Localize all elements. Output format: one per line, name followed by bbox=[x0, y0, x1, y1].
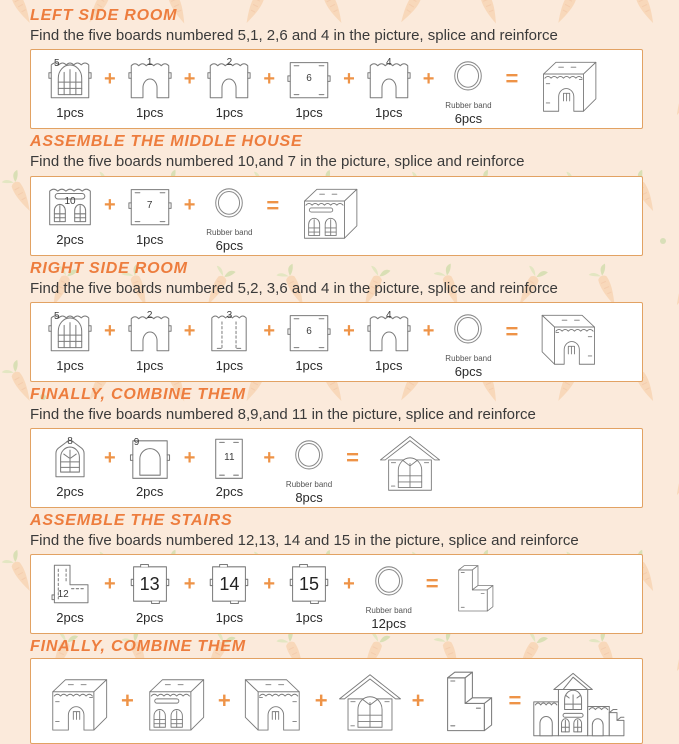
section-instruction: Find the five boards numbered 12,13, 14 and 15 in the picture, splice and reinforce bbox=[30, 532, 579, 549]
part-item bbox=[119, 54, 181, 120]
board-arch-icon bbox=[123, 307, 177, 357]
section-heading: ASSEMBLE THE MIDDLE HOUSE bbox=[30, 133, 303, 151]
part-item bbox=[330, 665, 410, 737]
rubber-band-icon bbox=[441, 307, 495, 357]
plus-icon: + bbox=[121, 688, 134, 714]
section-instruction: Find the five boards numbered 8,9,and 11 in the picture, splice and reinforce bbox=[30, 405, 536, 423]
pcs-count: 12pcs bbox=[371, 616, 407, 632]
part-item bbox=[119, 433, 181, 499]
pcs-count: 1pcs bbox=[375, 105, 403, 121]
section-instruction: Find the five boards numbered 10,and 7 in the picture, splice and reinforce bbox=[30, 153, 525, 171]
plus-icon: + bbox=[183, 320, 196, 343]
board-number: 7 bbox=[146, 199, 153, 211]
board-windows-pair-icon bbox=[43, 181, 97, 231]
section-heading: FINALLY, COMBINE THEM bbox=[30, 385, 246, 403]
pcs-count: 1pcs bbox=[215, 357, 244, 373]
plus-icon: + bbox=[411, 688, 425, 714]
board-window-icon bbox=[43, 307, 97, 357]
part-item bbox=[358, 307, 420, 373]
board-window-icon bbox=[43, 54, 97, 104]
pcs-count: 2pcs bbox=[56, 231, 84, 247]
result-house-middle bbox=[285, 181, 375, 239]
board-number: 5 bbox=[54, 58, 60, 70]
part-item bbox=[437, 54, 499, 126]
board-arch-icon bbox=[202, 54, 256, 104]
result-house-left bbox=[524, 54, 614, 112]
pcs-count: 2pcs bbox=[56, 610, 84, 626]
board-num-icon bbox=[123, 559, 177, 609]
house-right-icon bbox=[234, 665, 312, 737]
part-item bbox=[39, 559, 101, 625]
board-num-icon bbox=[282, 559, 336, 609]
plus-icon: + bbox=[104, 67, 116, 90]
rubber-band-label: Rubber band bbox=[206, 227, 253, 237]
board-arch-icon bbox=[362, 54, 416, 104]
board-number: 11 bbox=[224, 452, 235, 463]
board-dashed-icon bbox=[202, 307, 256, 357]
section-instruction: Find the five boards numbered 5,1, 2,6 and 4 in the picture, splice and reinforce bbox=[30, 27, 558, 44]
equals-icon: = bbox=[425, 571, 439, 597]
plus-icon: + bbox=[422, 320, 435, 343]
part-item bbox=[39, 665, 119, 737]
section-middle-house bbox=[30, 133, 679, 255]
pcs-count: 6pcs bbox=[454, 111, 483, 127]
board-door-icon bbox=[123, 433, 177, 483]
assembly-row bbox=[30, 554, 643, 634]
part-item bbox=[278, 54, 340, 120]
assembly-row bbox=[30, 176, 643, 256]
assembly-row bbox=[30, 302, 643, 382]
section-final-combine bbox=[30, 638, 679, 744]
board-number: 4 bbox=[385, 57, 392, 69]
part-item bbox=[358, 54, 420, 120]
plus-icon: + bbox=[263, 67, 276, 90]
plus-icon: + bbox=[183, 194, 196, 216]
board-number: 6 bbox=[306, 73, 312, 85]
board-number: 14 bbox=[219, 574, 240, 595]
result-castle bbox=[523, 665, 627, 741]
plus-icon: + bbox=[343, 67, 355, 90]
plus-icon: + bbox=[183, 67, 196, 90]
part-item bbox=[198, 433, 260, 499]
house-middle-icon bbox=[137, 665, 215, 737]
board-number: 4 bbox=[385, 309, 392, 321]
rubber-band-icon bbox=[202, 181, 256, 231]
part-item bbox=[278, 433, 340, 505]
section-heading: FINALLY, COMBINE THEM bbox=[30, 638, 246, 656]
section-heading: RIGHT SIDE ROOM bbox=[30, 259, 188, 277]
pcs-count: 6pcs bbox=[215, 237, 244, 253]
plus-icon: + bbox=[263, 320, 276, 343]
assembly-row bbox=[30, 428, 643, 508]
pcs-count: 1pcs bbox=[295, 357, 323, 373]
rubber-band-label: Rubber band bbox=[365, 606, 412, 616]
plus-icon: + bbox=[104, 320, 116, 343]
section-stairs bbox=[30, 512, 679, 634]
part-item bbox=[278, 559, 340, 625]
result-stairs-3d bbox=[445, 559, 501, 617]
pcs-count: 2pcs bbox=[56, 484, 84, 499]
section-left-side-room bbox=[30, 7, 679, 129]
part-item bbox=[198, 54, 260, 120]
part-item bbox=[39, 181, 101, 247]
part-item bbox=[198, 181, 260, 253]
assembly-row bbox=[30, 658, 643, 744]
rubber-band-label: Rubber band bbox=[445, 353, 492, 363]
part-item bbox=[119, 181, 181, 247]
board-number: 5 bbox=[54, 310, 60, 322]
pcs-count: 1pcs bbox=[56, 105, 84, 121]
section-right-side-room bbox=[30, 260, 679, 382]
board-house-window-icon bbox=[43, 433, 97, 483]
board-number: 15 bbox=[299, 574, 320, 595]
plus-icon: + bbox=[104, 572, 116, 595]
rubber-band-icon bbox=[362, 559, 416, 609]
rubber-band-label: Rubber band bbox=[445, 101, 492, 111]
part-item bbox=[39, 54, 101, 120]
pcs-count: 1pcs bbox=[375, 357, 403, 373]
part-item bbox=[39, 433, 101, 499]
result-house-roof bbox=[365, 433, 455, 491]
pcs-count: 6pcs bbox=[454, 363, 483, 379]
pcs-count: 2pcs bbox=[135, 484, 164, 499]
pcs-count: 1pcs bbox=[135, 231, 164, 247]
pcs-count: 8pcs bbox=[295, 490, 323, 505]
part-item bbox=[136, 665, 216, 737]
board-number: 13 bbox=[139, 574, 160, 595]
equals-icon: = bbox=[266, 192, 280, 218]
board-arch-icon bbox=[362, 307, 416, 357]
board-number: 1 bbox=[146, 57, 153, 69]
part-item bbox=[119, 559, 181, 625]
section-combine-roof bbox=[30, 386, 679, 508]
plus-icon: + bbox=[217, 688, 231, 714]
stairs-3d-icon bbox=[427, 665, 505, 737]
plus-icon: + bbox=[263, 572, 276, 595]
plus-icon: + bbox=[104, 446, 116, 469]
rubber-band-icon bbox=[282, 433, 336, 483]
equals-icon: = bbox=[505, 318, 519, 344]
part-item bbox=[198, 559, 260, 625]
house-left-icon bbox=[40, 665, 118, 737]
house-roof-icon bbox=[331, 665, 409, 737]
equals-icon: = bbox=[508, 688, 522, 714]
pcs-count: 1pcs bbox=[295, 105, 323, 121]
part-item bbox=[426, 665, 506, 737]
equals-icon: = bbox=[505, 66, 519, 92]
equals-icon: = bbox=[346, 445, 359, 470]
pcs-count: 1pcs bbox=[56, 357, 84, 373]
board-arch-icon bbox=[123, 54, 177, 104]
rubber-band-icon bbox=[441, 54, 495, 104]
board-number: 2 bbox=[146, 309, 153, 321]
part-item bbox=[39, 307, 101, 373]
section-heading: ASSEMBLE THE STAIRS bbox=[30, 512, 233, 529]
pcs-count: 1pcs bbox=[295, 610, 323, 626]
plus-icon: + bbox=[263, 446, 276, 469]
pcs-count: 2pcs bbox=[215, 484, 244, 499]
section-heading: LEFT SIDE ROOM bbox=[30, 7, 178, 24]
section-instruction: Find the five boards numbered 5,2, 3,6 and 4 in the picture, splice and reinforce bbox=[30, 279, 558, 297]
board-number: 2 bbox=[226, 57, 233, 69]
plus-icon: + bbox=[314, 688, 328, 714]
board-plain-icon bbox=[282, 307, 336, 357]
board-number: 3 bbox=[226, 309, 233, 321]
board-number: 6 bbox=[306, 325, 312, 337]
pcs-count: 1pcs bbox=[135, 105, 164, 121]
part-item bbox=[278, 307, 340, 373]
board-number: 10 bbox=[64, 195, 76, 207]
pcs-count: 2pcs bbox=[135, 610, 164, 626]
part-item bbox=[437, 307, 499, 379]
assembly-row bbox=[30, 49, 643, 129]
plus-icon: + bbox=[183, 572, 196, 595]
board-rect-icon bbox=[202, 433, 256, 483]
board-num-icon bbox=[202, 559, 256, 609]
plus-icon: + bbox=[343, 320, 355, 343]
board-plain-icon bbox=[282, 54, 336, 104]
board-number: 12 bbox=[57, 589, 69, 601]
part-item bbox=[119, 307, 181, 373]
board-L-icon bbox=[43, 559, 97, 609]
part-item bbox=[358, 559, 420, 631]
plus-icon: + bbox=[343, 572, 355, 595]
plus-icon: + bbox=[104, 194, 116, 216]
rubber-band-label: Rubber band bbox=[285, 480, 333, 489]
result-house-right bbox=[524, 307, 614, 365]
board-number: 9 bbox=[133, 437, 140, 448]
pcs-count: 1pcs bbox=[215, 610, 244, 626]
board-number: 8 bbox=[67, 436, 73, 447]
part-item bbox=[198, 307, 260, 373]
part-item bbox=[233, 665, 313, 737]
board-plain-icon bbox=[123, 181, 177, 231]
plus-icon: + bbox=[183, 446, 196, 469]
pcs-count: 1pcs bbox=[215, 105, 244, 121]
pcs-count: 1pcs bbox=[135, 357, 164, 373]
plus-icon: + bbox=[422, 67, 435, 90]
